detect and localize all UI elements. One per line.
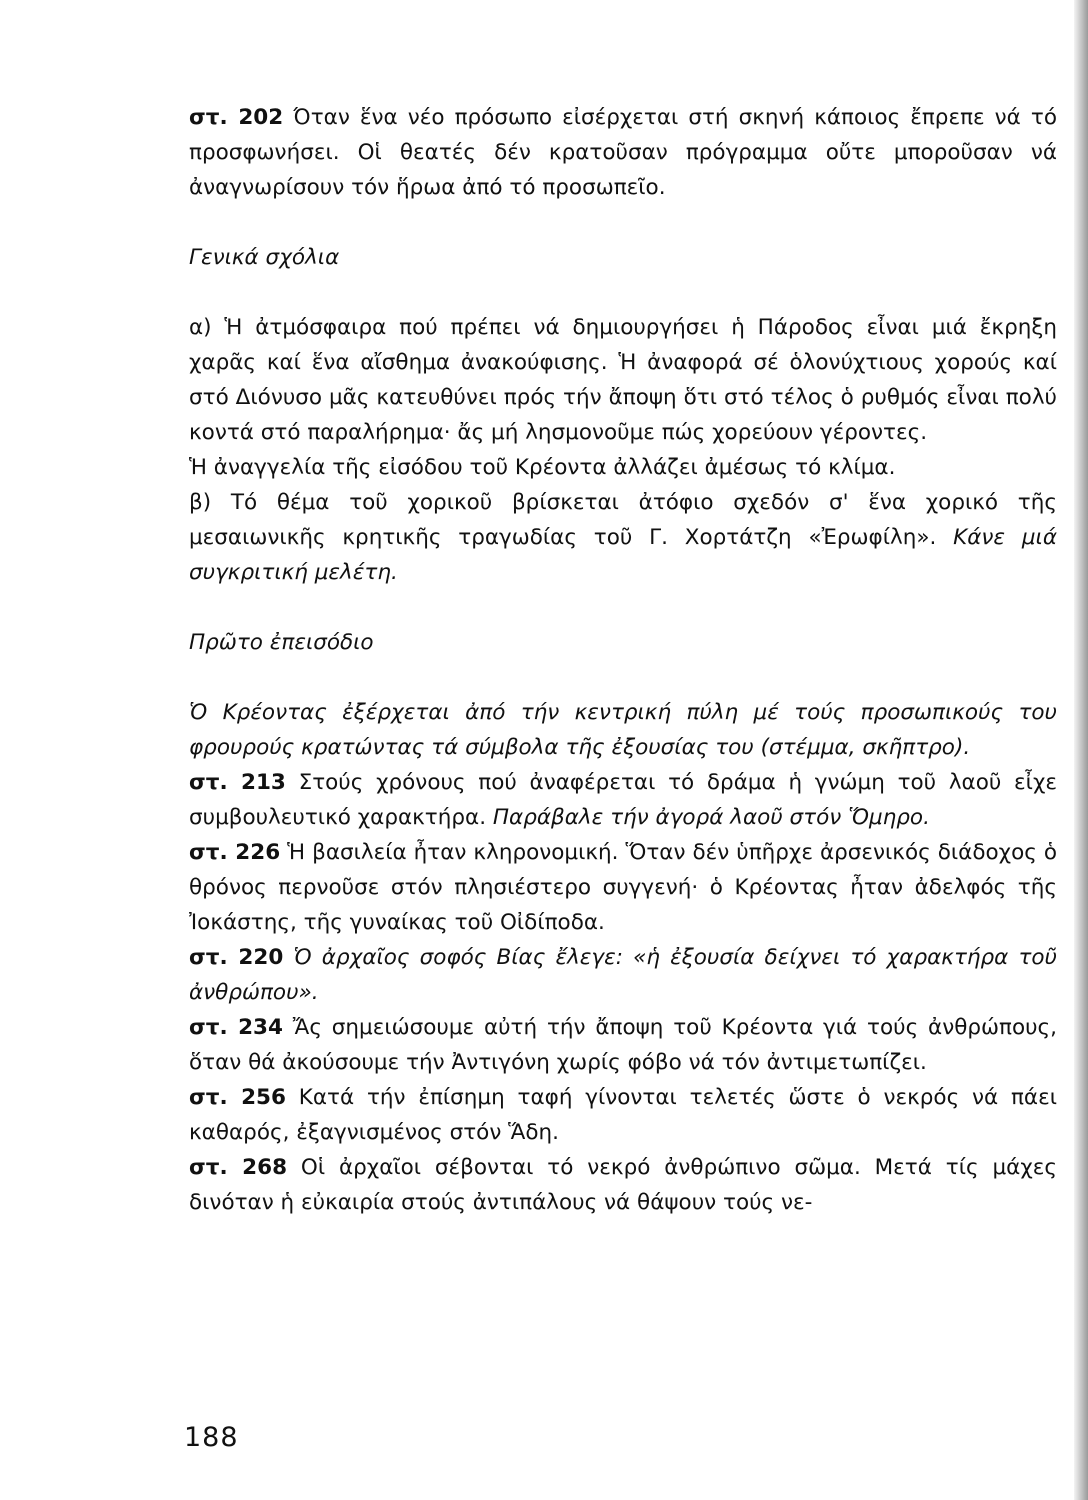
note-220 bbox=[189, 940, 1057, 1010]
episode-intro: Ὁ Κρέοντας ἐξέρχεται ἀπό τήν κεντρική πύλη μέ τούς προσωπικούς του φρουρούς κρατώντας τά σύμβολα τῆς ἐξουσίας του (στέμμα, σκῆπτρο). bbox=[189, 700, 1057, 760]
comment-b-text: β) Τό θέμα τοῦ χορικοῦ βρίσκεται ἀτόφιο σχεδόν σ' ἕνα χορικό τῆς μεσαιωνικῆς κρητικῆς τραγωδίας τοῦ Γ. Χορτάτζη «Ἐρωφίλη». bbox=[189, 490, 1057, 550]
note-text: Οἱ ἀρχαῖοι σέβονται τό νεκρό ἀνθρώπινο σῶμα. Μετά τίς μάχες δινόταν ἡ εὐκαιρία στούς ἀντιπάλους νά θάψουν τούς νε- bbox=[189, 1155, 1057, 1215]
general-comment-b bbox=[189, 485, 1057, 590]
note-202 bbox=[189, 100, 1057, 205]
line-ref: στ. 220 bbox=[189, 945, 284, 970]
commentary-text bbox=[189, 100, 1057, 1220]
line-ref: στ. 268 bbox=[189, 1155, 288, 1180]
line-ref: στ. 202 bbox=[189, 105, 284, 130]
note-234 bbox=[189, 1010, 1057, 1080]
note-task: Παράβαλε τήν ἀγορά λαοῦ στόν Ὅμηρο. bbox=[492, 805, 930, 830]
note-226 bbox=[189, 835, 1057, 940]
general-comments-heading: Γενικά σχόλια bbox=[189, 245, 340, 270]
page-edge-shadow bbox=[1074, 0, 1088, 1500]
line-ref: στ. 226 bbox=[189, 840, 281, 865]
first-episode-heading: Πρῶτο ἐπεισόδιο bbox=[189, 630, 374, 655]
note-256 bbox=[189, 1080, 1057, 1150]
note-text: Όταν ἕνα νέο πρόσωπο εἰσέρχεται στή σκηνή κάποιος ἔπρεπε νά τό προσφωνήσει. Οἱ θεατές δέν κρατοῦσαν πρόγραμμα οὔτε μποροῦσαν νά ἀναγνωρίσουν τόν ἥρωα ἀπό τό προσωπεῖο. bbox=[189, 105, 1057, 200]
line-ref: στ. 256 bbox=[189, 1085, 286, 1110]
note-text: Ἡ βασιλεία ἦταν κληρονομική. Ὅταν δέν ὑπῆρχε ἀρσενικός διάδοχος ὁ θρόνος περνοῦσε στόν πλησιέστερο συγγενή· ὁ Κρέοντας ἦταν ἀδελφός τῆς Ἰοκάστης, τῆς γυναίκας τοῦ Οἰδίποδα. bbox=[189, 840, 1057, 935]
note-213 bbox=[189, 765, 1057, 835]
note-268 bbox=[189, 1150, 1057, 1220]
line-ref: στ. 213 bbox=[189, 770, 286, 795]
note-text: Κατά τήν ἐπίσημη ταφή γίνονται τελετές ὥστε ὁ νεκρός νά πάει καθαρός, ἐξαγνισμένος στόν Ἅδη. bbox=[189, 1085, 1057, 1145]
note-text: Ἄς σημειώσουμε αὐτή τήν ἄποψη τοῦ Κρέοντα γιά τούς ἀνθρώπους, ὅταν θά ἀκούσουμε τήν Ἀντιγόνη χωρίς φόβο νά τόν ἀντιμετωπίζει. bbox=[189, 1015, 1057, 1075]
page-number: 188 bbox=[184, 1422, 239, 1453]
general-comment-a-cont: Ἡ ἀναγγελία τῆς εἰσόδου τοῦ Κρέοντα ἀλλάζει ἀμέσως τό κλίμα. bbox=[189, 455, 896, 480]
line-ref: στ. 234 bbox=[189, 1015, 283, 1040]
comment-b-task: Κάνε μιά συγκριτική μελέτη. bbox=[189, 525, 1057, 585]
note-text: Στούς χρόνους πού ἀναφέρεται τό δράμα ἡ γνώμη τοῦ λαοῦ εἶχε συμβουλευτικό χαρακτήρα. bbox=[189, 770, 1057, 830]
general-comment-a: α) Ἡ ἀτμόσφαιρα πού πρέπει νά δημιουργήσει ἡ Πάροδος εἶναι μιά ἔκρηξη χαρᾶς καί ἕνα αἴσθημα ἀνακούφισης. Ἡ ἀναφορά σέ ὁλονύχτιους χορούς καί στό Διόνυσο μᾶς κατευθύνει πρός τήν ἄποψη ὅτι στό τέλος ὁ ρυθμός εἶναι πολύ κοντά στό παραλήρημα· ἄς μή λησμονοῦμε πώς χορεύουν γέροντες. bbox=[189, 315, 1057, 445]
note-quote: Ὁ ἀρχαῖος σοφός Βίας ἔλεγε: «ἡ ἐξουσία δείχνει τό χαρακτήρα τοῦ ἀνθρώπου». bbox=[189, 945, 1057, 1005]
